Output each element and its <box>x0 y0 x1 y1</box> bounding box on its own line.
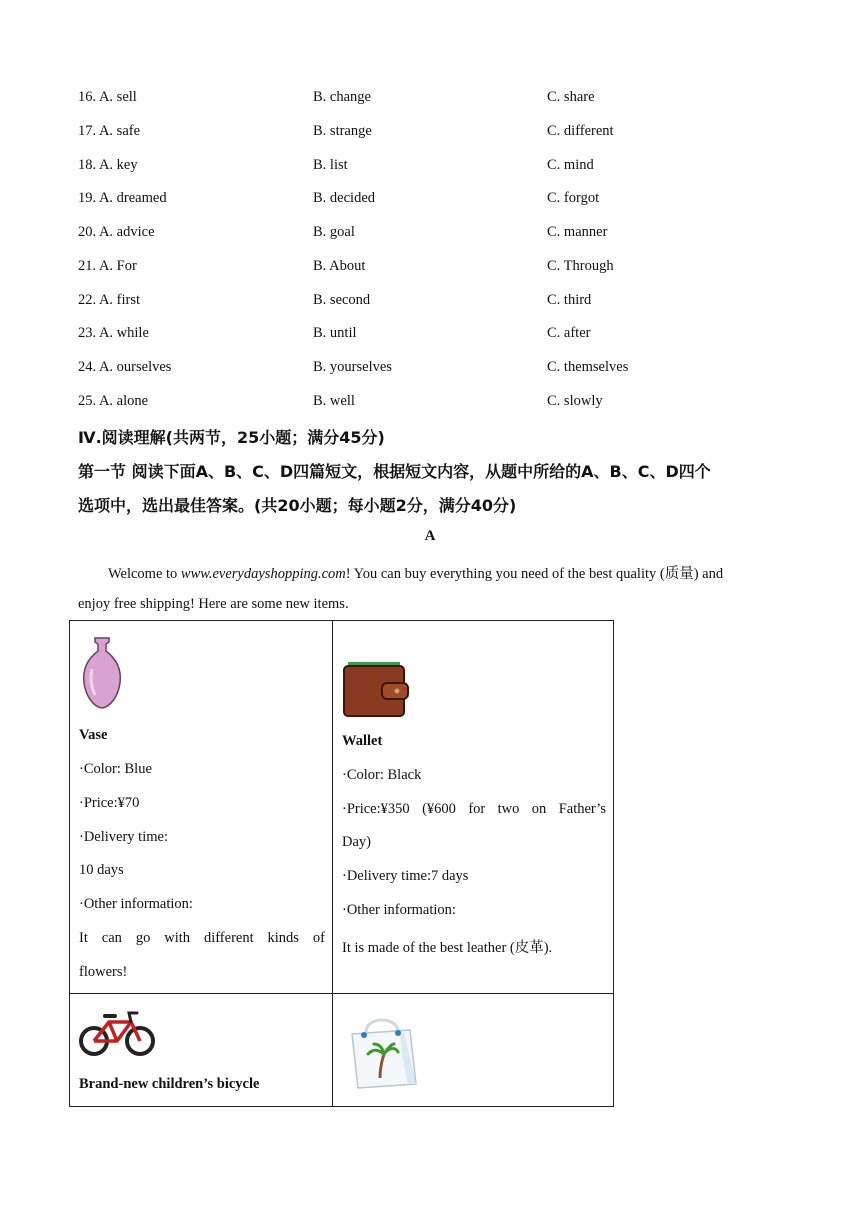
wallet-name: Wallet <box>342 733 383 749</box>
option-c: C. themselves <box>547 359 629 375</box>
option-row-21 <box>78 258 798 280</box>
word: can <box>101 930 122 946</box>
option-row-25 <box>78 393 798 415</box>
wallet-price-line1 <box>342 801 606 818</box>
vase-price: ·Price:¥70 <box>79 795 140 811</box>
word: for <box>468 801 486 817</box>
option-a: 17. A. safe <box>78 123 141 139</box>
option-b: B. About <box>313 258 366 274</box>
items-table <box>69 620 614 1107</box>
option-a: 23. A. while <box>78 325 149 341</box>
passage-intro-line2: enjoy free shipping! Here are some new items. <box>78 596 349 612</box>
option-b: B. well <box>313 393 355 409</box>
wallet-delivery: ·Delivery time:7 days <box>342 868 469 884</box>
word: with <box>164 930 191 946</box>
passage-title: A <box>424 528 436 544</box>
option-c: C. slowly <box>547 393 603 409</box>
option-row-20 <box>78 224 798 246</box>
wallet-price-line2: Day) <box>342 834 371 850</box>
option-row-18 <box>78 157 798 179</box>
intro-website-link: www.everydayshopping.com <box>180 566 346 582</box>
option-c: C. forgot <box>547 190 600 206</box>
vase-icon <box>80 635 124 711</box>
option-a: 21. A. For <box>78 258 137 274</box>
option-a: 24. A. ourselves <box>78 359 172 375</box>
option-row-16 <box>78 89 798 111</box>
vase-other-line2: flowers! <box>79 964 128 980</box>
vase-name: Vase <box>79 727 108 743</box>
vase-color: ·Color: Blue <box>79 761 152 777</box>
part1-instruction-line1: 第一节 阅读下面A、B、C、D四篇短文，根据短文内容，从题中所给的A、B、C、D四个 <box>78 462 711 481</box>
option-a: 25. A. alone <box>78 393 149 409</box>
word: two <box>497 801 520 817</box>
vase-delivery-label: ·Delivery time: <box>79 829 168 845</box>
word: go <box>135 930 151 946</box>
option-a: 18. A. key <box>78 157 138 173</box>
item-cell-wallet <box>333 621 614 994</box>
option-b: B. strange <box>313 123 372 139</box>
word: ·Price:¥350 <box>342 801 410 817</box>
vase-other-line1 <box>79 930 325 947</box>
wallet-other-label: ·Other information: <box>342 902 456 918</box>
option-c: C. mind <box>547 157 594 173</box>
option-b: B. until <box>313 325 357 341</box>
option-b: B. list <box>313 157 348 173</box>
option-row-22 <box>78 292 798 314</box>
bicycle-name: Brand-new children’s bicycle <box>79 1076 260 1092</box>
option-b: B. goal <box>313 224 355 240</box>
option-c: C. third <box>547 292 592 308</box>
option-row-24 <box>78 359 798 381</box>
intro-prefix: Welcome to <box>108 566 181 582</box>
option-row-23 <box>78 325 798 347</box>
passage-intro-line1 <box>108 562 723 583</box>
word: kinds <box>267 930 299 946</box>
wallet-other-value: It is made of the best leather (皮革). <box>342 940 553 956</box>
word: (¥600 <box>422 801 456 817</box>
item-cell-vase <box>70 621 333 994</box>
option-c: C. different <box>547 123 614 139</box>
wallet-icon <box>342 659 410 719</box>
option-b: B. second <box>313 292 371 308</box>
word: Father’s <box>558 801 606 817</box>
option-row-17 <box>78 123 798 145</box>
option-a: 22. A. first <box>78 292 141 308</box>
option-c: C. share <box>547 89 595 105</box>
option-c: C. Through <box>547 258 614 274</box>
vase-other-label: ·Other information: <box>79 896 193 912</box>
intro-suffix: ! You can buy everything you need of the best quality (质量) and <box>345 566 724 582</box>
vase-delivery-value: 10 days <box>79 862 124 878</box>
option-c: C. manner <box>547 224 608 240</box>
word: on <box>531 801 547 817</box>
bicycle-icon <box>79 1008 155 1058</box>
option-c: C. after <box>547 325 591 341</box>
option-a: 20. A. advice <box>78 224 155 240</box>
wallet-color: ·Color: Black <box>342 767 422 783</box>
word: different <box>203 930 254 946</box>
word: of <box>312 930 325 946</box>
option-a: 19. A. dreamed <box>78 190 167 206</box>
item-cell-bicycle <box>70 994 333 1107</box>
option-a: 16. A. sell <box>78 89 137 105</box>
item-cell-bag <box>333 994 614 1107</box>
option-b: B. decided <box>313 190 376 206</box>
bag-icon <box>342 1012 422 1090</box>
word: It <box>79 930 88 946</box>
option-b: B. change <box>313 89 371 105</box>
part1-instruction-line2: 选项中，选出最佳答案。(共20小题；每小题2分，满分40分) <box>78 496 517 515</box>
option-row-19 <box>78 190 798 212</box>
section-heading: Ⅳ.阅读理解(共两节，25小题；满分45分) <box>78 428 385 447</box>
option-b: B. yourselves <box>313 359 392 375</box>
